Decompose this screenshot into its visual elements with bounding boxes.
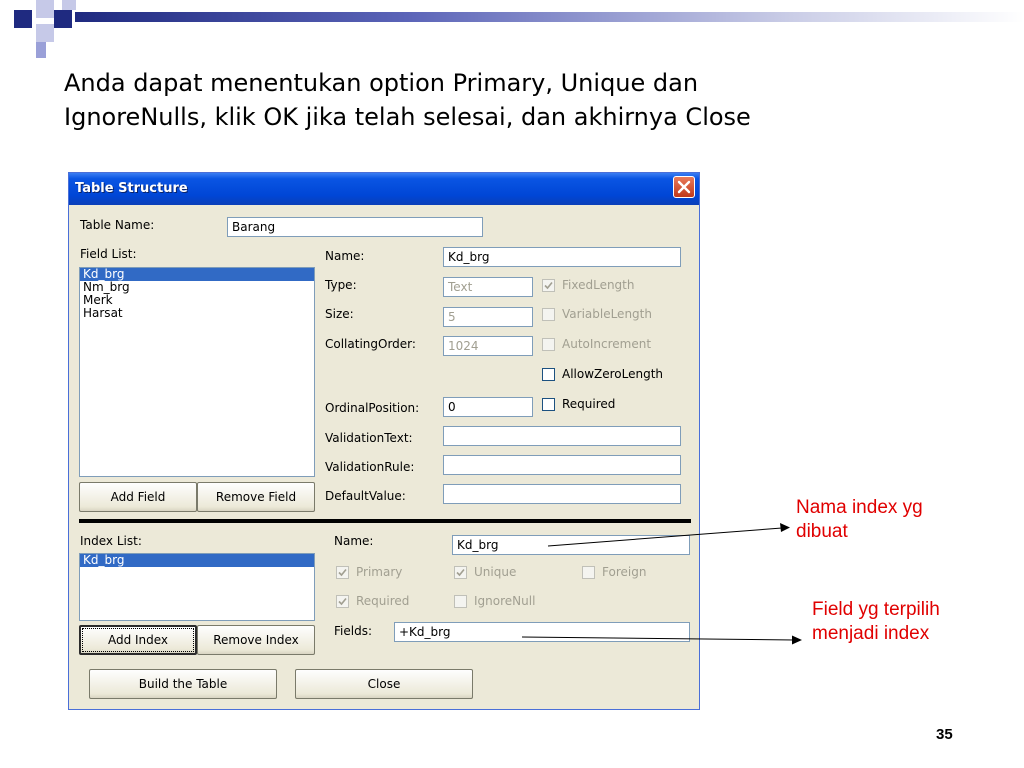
slide-title-line2: IgnoreNulls, klik OK jika telah selesai, dan akhirnya Close: [64, 103, 751, 131]
slide-title-line1: Anda dapat menentukan option Primary, Unique dan: [64, 69, 699, 97]
foreign-label: Foreign: [602, 565, 647, 579]
fields-label: Fields:: [334, 624, 372, 638]
field-list-item[interactable]: Harsat: [83, 306, 123, 320]
required-label: Required: [562, 397, 616, 411]
page-number: 35: [936, 726, 953, 743]
index-list-label: Index List:: [80, 534, 142, 548]
remove-index-button[interactable]: Remove Index: [197, 625, 315, 655]
collating-order-label: CollatingOrder:: [325, 337, 416, 351]
collating-order-field[interactable]: 1024: [443, 336, 533, 356]
field-list-item[interactable]: Kd_brg: [80, 268, 314, 281]
name-label: Name:: [325, 249, 365, 263]
field-list-item[interactable]: Nm_brg: [83, 280, 130, 294]
build-table-button[interactable]: Build the Table: [89, 669, 277, 699]
size-field[interactable]: 5: [443, 307, 533, 327]
index-name-field[interactable]: Kd_brg: [452, 535, 690, 555]
ignore-null-label: IgnoreNull: [474, 594, 536, 608]
validation-rule-label: ValidationRule:: [325, 460, 415, 474]
field-list-item[interactable]: Merk: [83, 293, 113, 307]
dialog-title: Table Structure: [75, 181, 188, 196]
annotation-field-line2: menjadi index: [812, 623, 930, 644]
table-name-label: Table Name:: [80, 218, 155, 232]
add-index-button[interactable]: Add Index: [79, 625, 197, 655]
annotation-index-name: [796, 496, 923, 544]
annotation-field-line1: Field yg terpilih: [812, 599, 940, 620]
field-list-label: Field List:: [80, 247, 137, 261]
type-label: Type:: [325, 278, 357, 292]
fields-field[interactable]: +Kd_brg: [394, 622, 690, 642]
type-field[interactable]: Text: [443, 277, 533, 297]
size-label: Size:: [325, 307, 354, 321]
variable-length-label: VariableLength: [562, 307, 652, 321]
index-required-label: Required: [356, 594, 410, 608]
auto-increment-label: AutoIncrement: [562, 337, 652, 351]
annotation-field: [812, 598, 940, 646]
fixed-length-label: FixedLength: [562, 278, 635, 292]
close-button[interactable]: Close: [295, 669, 473, 699]
remove-field-button[interactable]: Remove Field: [197, 482, 315, 512]
allow-zero-length-label: AllowZeroLength: [562, 367, 664, 381]
ordinal-position-field[interactable]: 0: [443, 397, 533, 417]
index-list-item[interactable]: Kd_brg: [80, 554, 314, 567]
annotation-index-name-line2: dibuat: [796, 521, 848, 542]
index-name-label: Name:: [334, 534, 374, 548]
unique-label: Unique: [474, 565, 517, 579]
name-field[interactable]: Kd_brg: [443, 247, 681, 267]
add-field-button[interactable]: Add Field: [79, 482, 197, 512]
primary-label: Primary: [356, 565, 403, 579]
default-value-label: DefaultValue:: [325, 489, 406, 503]
validation-text-label: ValidationText:: [325, 431, 413, 445]
annotation-index-name-line1: Nama index yg: [796, 497, 923, 518]
table-name-field[interactable]: Barang: [227, 217, 483, 237]
ordinal-position-label: OrdinalPosition:: [325, 401, 420, 415]
